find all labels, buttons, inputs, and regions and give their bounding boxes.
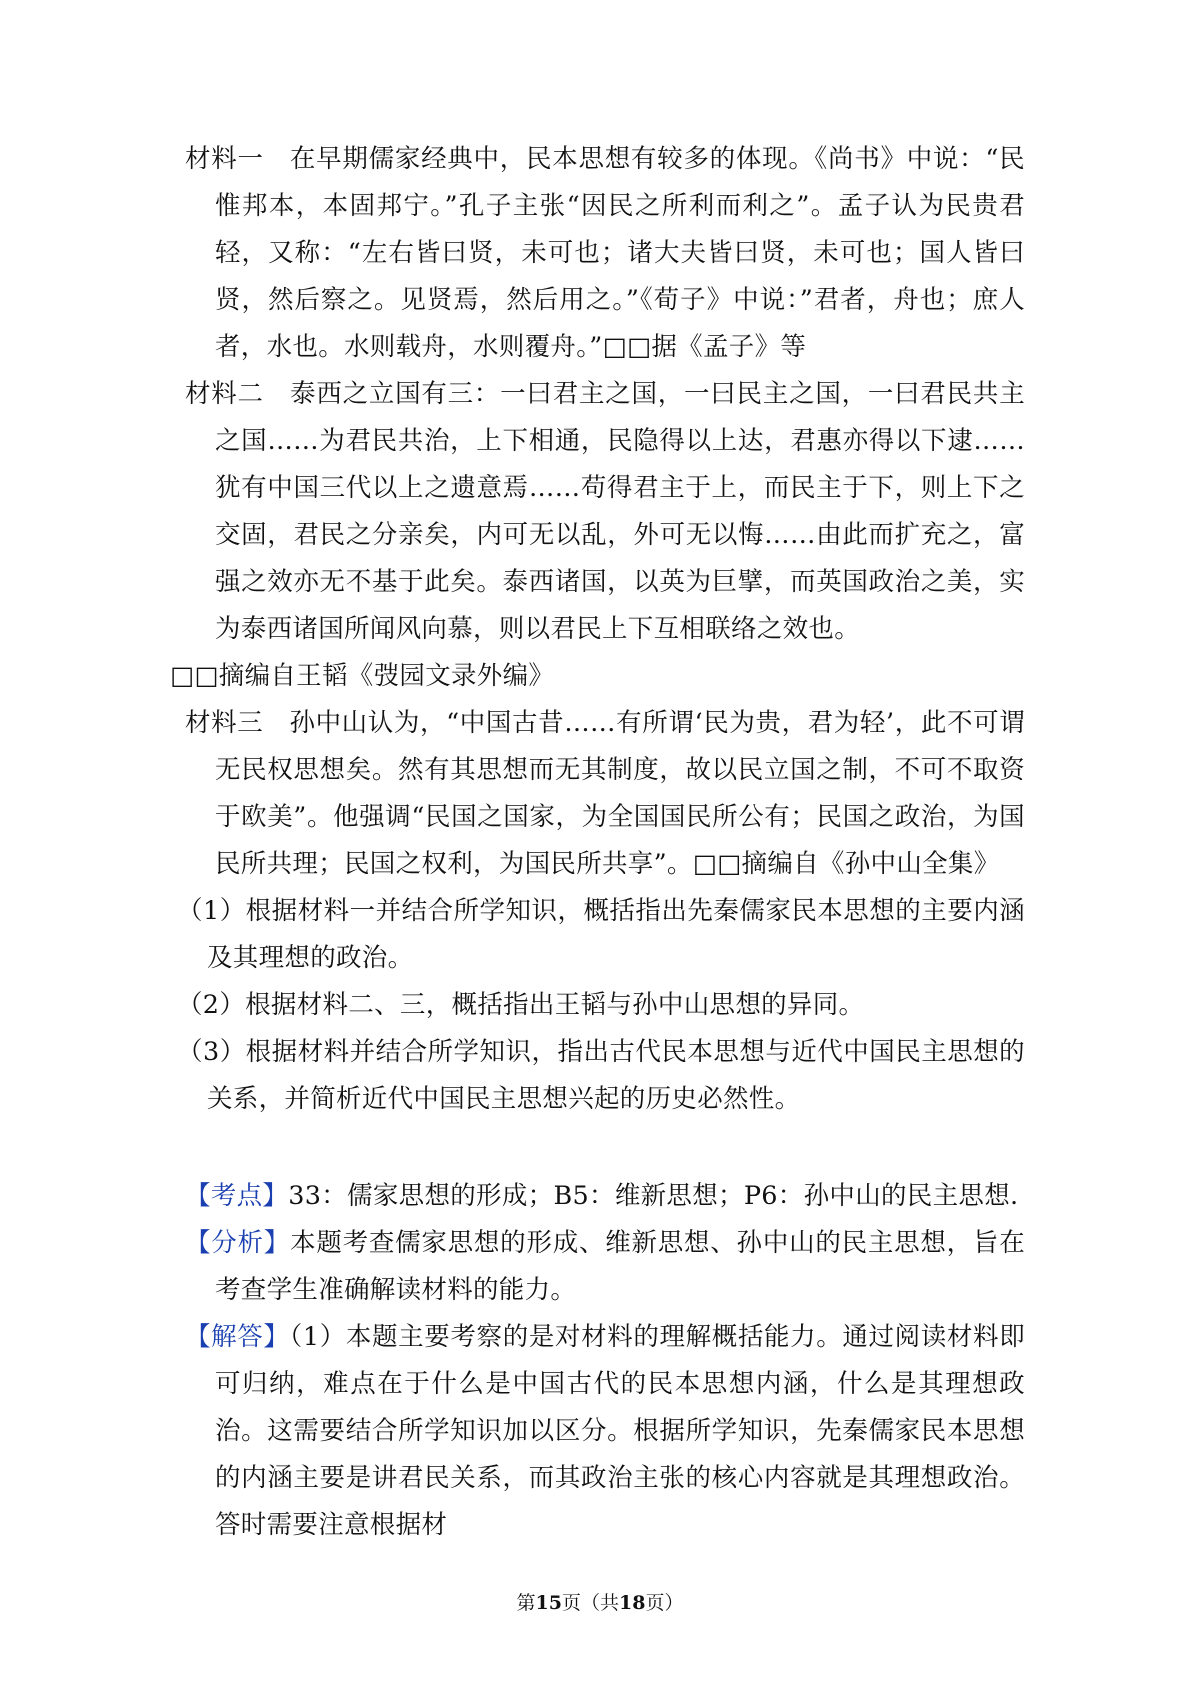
- footer-prefix: 第: [516, 1592, 536, 1614]
- jieda-tag: 【解答】: [185, 1322, 290, 1352]
- page-footer: [0, 1588, 1200, 1615]
- kaodian-tag: 【考点】: [185, 1181, 289, 1211]
- section-gap: [185, 1123, 1025, 1173]
- material-two: 材料二 泰西之立国有三：一曰君主之国，一曰民主之国，一曰君民共主之国……为君民共治，上下相通，民隐得以上达，君惠亦得以下逮……犹有中国三代以上之遗意焉……苟得君主于上，而民主于下，则上下之交固，君民之分亲矣，内可无以乱，外可无以悔……由此而扩充之，富强之效亦无不基于此矣。泰西诸国，以英为巨擘，而英国政治之美，实为泰西诸国所闻风向慕，则以君民上下互相联络之效也。: [185, 379, 1025, 644]
- jieda-line: [185, 1314, 1025, 1549]
- material-two-source: □□摘编自王韬《弢园文录外编》: [170, 661, 555, 691]
- material-three: 材料三 孙中山认为，“中国古昔……有所谓‘民为贵，君为轻’，此不可谓无民权思想矣。然有其思想而无其制度，故以民立国之制，不可不取资于欧美”。他强调“民国之国家，为全国国民所公有；民国之政治，为国民所共理；民国之权利，为国民所共享”。□□摘编自《孙中山全集》: [185, 708, 1025, 879]
- kaodian-text: 33：儒家思想的形成；B5：维新思想；P6：孙中山的民主思想.: [288, 1181, 1019, 1211]
- kaodian-line: [185, 1173, 1025, 1220]
- material-one: 材料一 在早期儒家经典中，民本思想有较多的体现。《尚书》中说：“民惟邦本，本固邦宁。”孔子主张“因民之所利而利之”。孟子认为民贵君轻，又称：“左右皆曰贤，未可也；诸大夫皆曰贤，未可也；国人皆曰贤，然后察之。见贤焉，然后用之。”《荀子》中说：”君者，舟也；庶人者，水也。水则载舟，水则覆舟。”□□据《孟子》等: [185, 144, 1025, 362]
- question-body: [170, 136, 1025, 1549]
- question-1: （1）根据材料一并结合所学知识，概括指出先秦儒家民本思想的主要内涵及其理想的政治。: [177, 896, 1025, 973]
- question-3: （3）根据材料并结合所学知识，指出古代民本思想与近代中国民主思想的关系，并简析近代中国民主思想兴起的历史必然性。: [177, 1037, 1025, 1114]
- jieda-text: （1）本题主要考察的是对材料的理解概括能力。通过阅读材料即可归纳，难点在于什么是中国古代的民本思想内涵，什么是其理想政治。这需要结合所学知识加以区分。根据所学知识，先秦儒家民本思想的内涵主要是讲君民关系，而其政治主张的核心内容就是其理想政治。答时需要注意根据材: [215, 1322, 1025, 1540]
- footer-page-number: 15: [535, 1592, 562, 1614]
- fenxi-tag: 【分析】: [185, 1228, 291, 1258]
- fenxi-text: 本题考查儒家思想的形成、维新思想、孙中山的民主思想，旨在考查学生准确解读材料的能力。: [215, 1228, 1025, 1305]
- question-2: （2）根据材料二、三，概括指出王韬与孙中山思想的异同。: [177, 990, 865, 1020]
- footer-total-pages: 18: [619, 1592, 646, 1614]
- footer-suffix: 页）: [645, 1592, 684, 1614]
- fenxi-line: [185, 1220, 1025, 1314]
- footer-middle: 页（共: [561, 1592, 619, 1614]
